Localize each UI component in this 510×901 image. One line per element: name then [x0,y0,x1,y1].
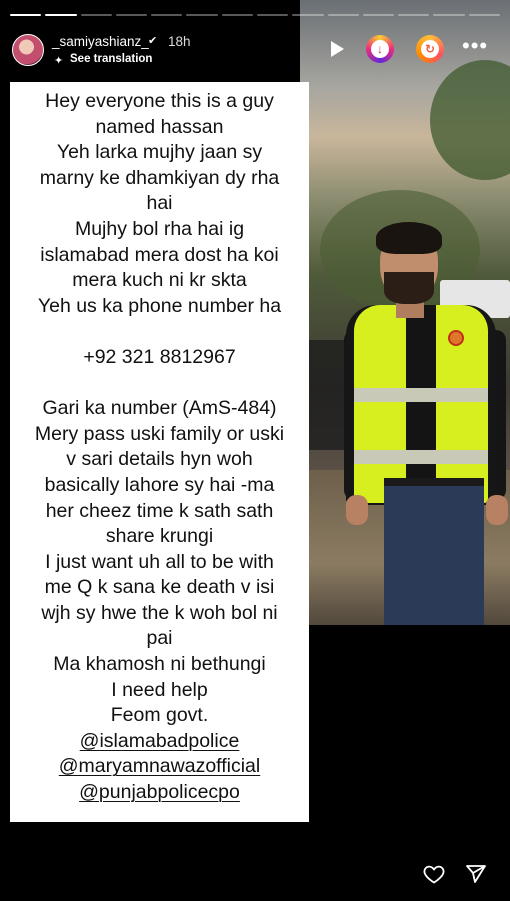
story-text-line: named hassan [95,115,224,138]
remix-icon[interactable]: ↻ [416,35,444,63]
story-photo [300,0,510,625]
vest-opening [406,305,436,503]
vest-stripe [354,450,488,464]
progress-segment [257,14,288,16]
story-progress-bar [10,14,500,16]
send-icon[interactable] [464,862,488,886]
progress-segment [45,14,76,16]
story-text-line: marny ke dhamkiyan dy rha [39,166,280,189]
progress-segment [328,14,359,16]
mention-line [16,780,303,806]
person-hand [346,495,368,525]
story-text-line: Mery pass uski family or uski [34,422,285,445]
vest-badge [448,330,464,346]
play-icon[interactable] [331,41,344,57]
tree [430,60,510,180]
progress-segment [398,14,429,16]
story-text-line: +92 321 8812967 [83,345,236,368]
story-text [10,82,309,806]
story-text-line: hai [146,192,173,215]
story-text-card [10,82,309,822]
person-hair [376,222,442,254]
progress-segment [10,14,41,16]
story-text-line: islamabad mera dost ha koi [40,243,279,266]
verified-badge-icon: ✔ [148,35,158,47]
progress-segment [433,14,464,16]
progress-segment [186,14,217,16]
progress-segment [81,14,112,16]
progress-segment [469,14,500,16]
more-icon[interactable]: ••• [462,33,489,58]
person-jeans [384,480,484,625]
mention-link[interactable]: @islamabadpolice [79,729,240,752]
progress-segment [222,14,253,16]
reel-icon[interactable]: ↓ [366,35,394,63]
username[interactable]: _samiyashianz_ [52,34,149,49]
progress-segment [151,14,182,16]
story-text-line: pai [146,627,173,650]
story-text-line: Ma khamosh ni bethungi [53,653,266,676]
story-text-line: share krungi [105,525,214,548]
story-text-line: Feom govt. [110,704,209,727]
vest-stripe [354,388,488,402]
story-text-line [16,371,303,397]
story-text-line: Yeh larka mujhy jaan sy [56,141,263,164]
avatar[interactable] [12,34,44,66]
story-text-line: wjh sy hwe the k woh bol ni [41,601,278,624]
mention-line [16,729,303,755]
translate-icon[interactable]: ✦ [54,55,64,67]
progress-segment [363,14,394,16]
person-beard [384,272,434,304]
story-text-line: mera kuch ni kr skta [72,269,247,292]
story-text-line: her cheez time k sath sath [45,499,274,522]
see-translation-link[interactable]: See translation [70,53,153,65]
story-text-line: v sari details hyn woh [66,448,253,471]
story-text-line: Gari ka number (AmS-484) [42,397,277,420]
story-text-line: I need help [111,678,208,701]
story-text-line: Mujhy bol rha hai ig [74,217,245,240]
post-time: 18h [168,34,191,49]
person-belt [384,478,484,486]
story-text-line: Hey everyone this is a guy [45,90,274,112]
heart-icon[interactable] [422,862,446,886]
progress-segment [116,14,147,16]
story-text-line: basically lahore sy hai -ma [44,473,275,496]
person-hand [486,495,508,525]
mention-line [16,754,303,780]
story-text-line [16,319,303,345]
mention-link[interactable]: @maryamnawazofficial [58,755,261,778]
mention-link[interactable]: @punjabpolicecpo [79,781,240,804]
story-text-line: Yeh us ka phone number ha [37,294,282,317]
story-text-line: I just want uh all to be with [45,550,274,573]
story-text-line: me Q k sana ke death v isi [44,576,275,599]
progress-segment [292,14,323,16]
